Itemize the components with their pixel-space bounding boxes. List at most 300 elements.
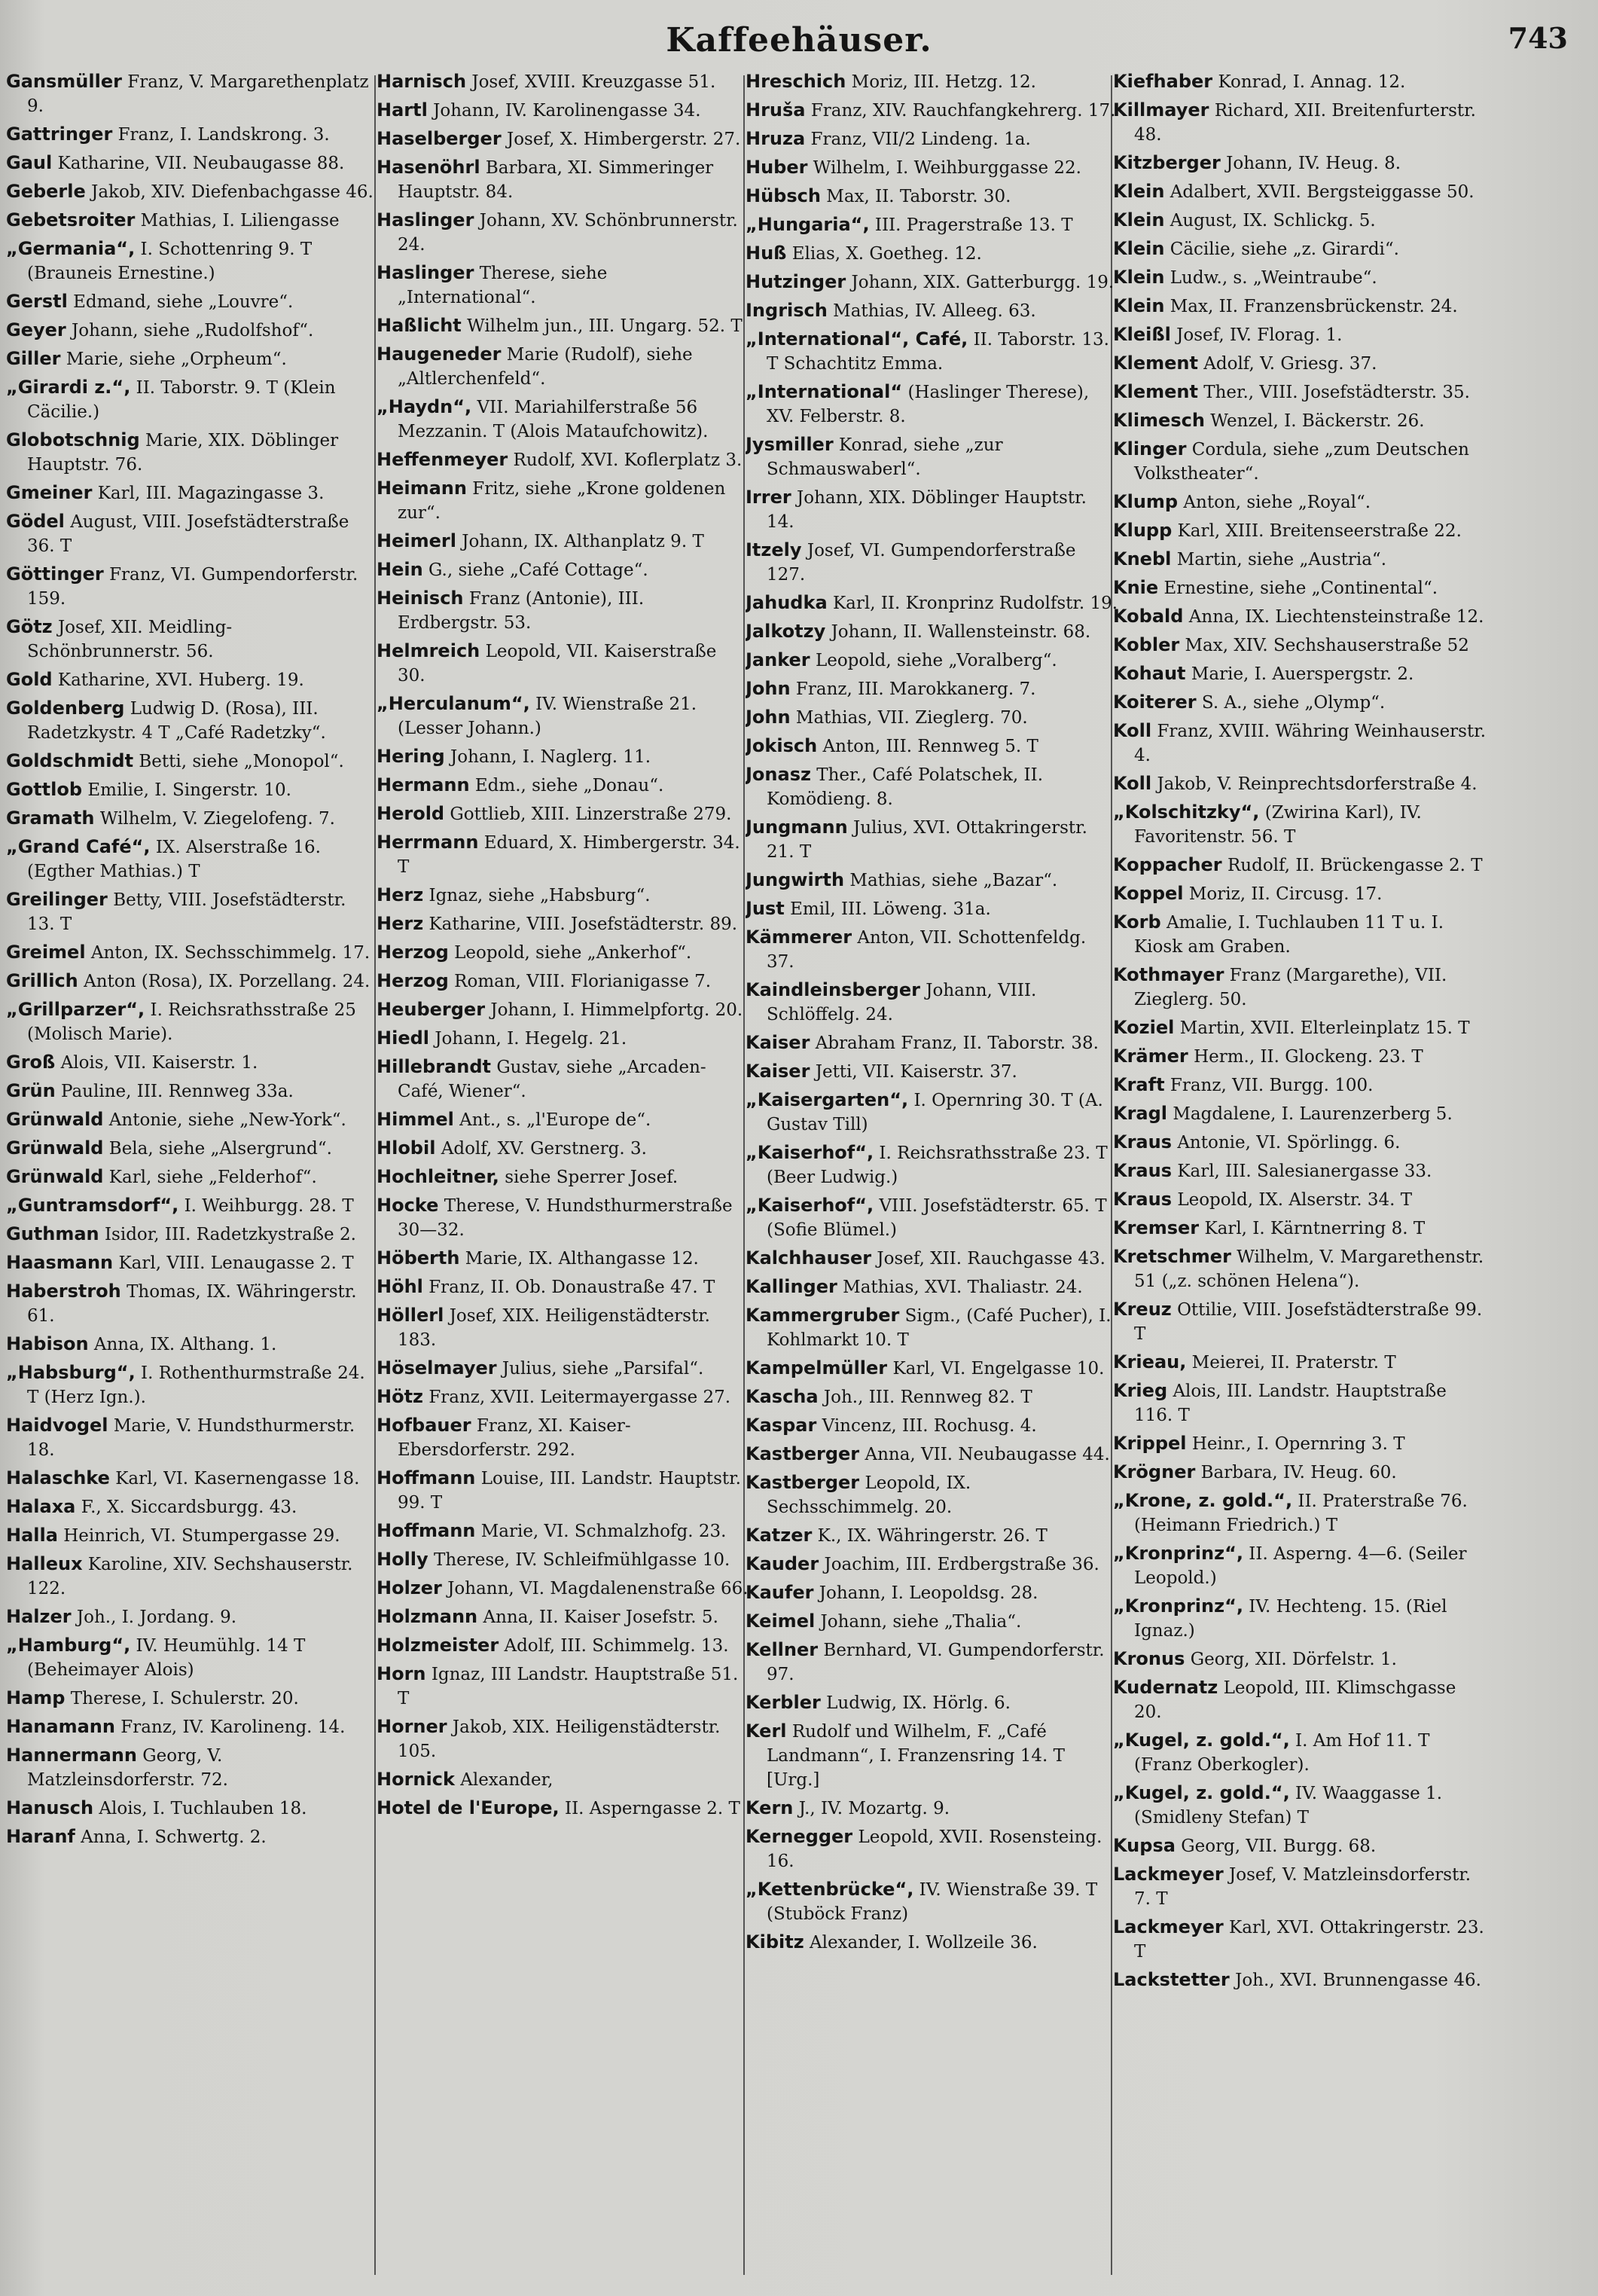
entry-details: Franz, V. Margarethenplatz 9.: [27, 72, 369, 116]
entry-details: Amalie, I. Tuchlauben 11 T u. I. Kiosk am Graben.: [1134, 913, 1444, 957]
entry-details: Franz, IV. Karolineng. 14.: [120, 1717, 346, 1737]
entry-name: Krieg: [1113, 1380, 1168, 1401]
directory-entry: [1113, 1216, 1486, 1241]
entry-name: Halzer: [6, 1606, 72, 1627]
entry-name: „Guntramsdorf“,: [6, 1195, 179, 1216]
directory-entry: [1113, 1594, 1486, 1643]
entry-details: Josef, XII. Rauchgasse 43.: [877, 1249, 1105, 1269]
entry-name: Herold: [377, 803, 445, 824]
entry-name: Groß: [6, 1052, 56, 1073]
entry-details: Johann, IV. Karolinengasse 34.: [433, 101, 701, 121]
entry-details: Heinrich, VI. Stumpergasse 29.: [63, 1526, 340, 1546]
entry-name: „Kugel, z. gold.“,: [1113, 1730, 1290, 1751]
entry-name: Krieau,: [1113, 1351, 1187, 1372]
directory-entry: [377, 1576, 749, 1601]
entry-name: Kascha: [746, 1386, 819, 1407]
directory-entry: [6, 1796, 379, 1821]
entry-name: Holzmeister: [377, 1635, 499, 1656]
entry-name: „Germania“,: [6, 238, 136, 259]
entry-details: Josef, V. Matzleinsdorferstr. 7. T: [1134, 1865, 1471, 1909]
directory-entry: [746, 1930, 1118, 1955]
entry-details: Antonie, VI. Spörlingg. 6.: [1177, 1133, 1401, 1153]
entry-details: Katharine, VII. Neubaugasse 88.: [57, 154, 345, 173]
entry-details: Marie, XIX. Döblinger Hauptstr. 76.: [27, 431, 339, 475]
entry-name: Lackmeyer: [1113, 1916, 1224, 1937]
directory-entry: [377, 1303, 749, 1352]
directory-entry: [6, 1279, 379, 1328]
directory-entry: [746, 619, 1118, 644]
directory-entry: [6, 69, 379, 118]
entry-details: Karl, III. Salesianergasse 33.: [1177, 1162, 1432, 1181]
directory-entry: [6, 1824, 379, 1849]
entry-name: Koll: [1113, 720, 1152, 741]
entry-details: Karl, I. Kärntnerring 8. T: [1204, 1219, 1426, 1238]
entry-name: Giller: [6, 348, 61, 369]
page-number: 743: [1508, 21, 1568, 55]
entry-details: Marie, I. Auerspergstr. 2.: [1191, 664, 1414, 684]
directory-entry: [1113, 1781, 1486, 1830]
entry-details: Leopold, siehe „Voralberg“.: [815, 651, 1057, 670]
directory-entry: [377, 692, 749, 740]
entry-details: Leopold, VII. Kaiserstraße 30.: [398, 642, 717, 685]
directory-entry: [1113, 1431, 1486, 1456]
directory-entry: [746, 896, 1118, 921]
directory-entry: [1113, 408, 1486, 433]
directory-entry: [377, 313, 749, 338]
directory-entry: [377, 69, 749, 94]
entry-details: Rudolf, XVI. Koflerplatz 3.: [513, 450, 743, 470]
entry-name: Kerbler: [746, 1692, 821, 1713]
directory-column-1: [6, 69, 379, 2284]
directory-entry: [1113, 910, 1486, 959]
directory-entry: [746, 184, 1118, 209]
directory-entry: [746, 327, 1118, 376]
directory-entry: [6, 777, 379, 802]
entry-details: VII. Mariahilferstraße 56 Mezzanin. T (Alois Mataufchowitz).: [398, 398, 709, 441]
entry-details: Johann, I. Himmelpfortg. 20.: [490, 1000, 743, 1020]
entry-details: Marie, IX. Althangasse 12.: [465, 1249, 699, 1269]
entry-details: Katharine, XVI. Huberg. 19.: [57, 670, 304, 690]
entry-details: Johann, XV. Schönbrunnerstr. 24.: [398, 211, 738, 255]
entry-details: Anna, II. Kaiser Josefstr. 5.: [483, 1608, 718, 1627]
directory-entry: [746, 1796, 1118, 1821]
entry-details: Vincenz, III. Rochusg. 4.: [822, 1416, 1037, 1436]
entry-name: Killmayer: [1113, 99, 1209, 121]
entry-name: Klein: [1113, 209, 1165, 231]
entry-name: Gansmüller: [6, 71, 122, 92]
directory-entry: [1113, 1541, 1486, 1590]
directory-entry: [1113, 853, 1486, 878]
entry-name: Gerstl: [6, 291, 68, 312]
entry-name: Halaschke: [6, 1467, 110, 1488]
directory-entry: [746, 538, 1118, 587]
entry-name: Kibitz: [746, 1931, 804, 1953]
entry-name: „Kaisergarten“,: [746, 1089, 909, 1110]
entry-details: Ther., VIII. Josefstädterstr. 35.: [1203, 383, 1470, 402]
directory-entry: [746, 155, 1118, 180]
entry-details: Karl, XIII. Breitenseerstraße 22.: [1177, 521, 1462, 541]
directory-entry: [1113, 1244, 1486, 1293]
entry-details: Anna, IX. Althang. 1.: [93, 1335, 277, 1354]
entry-name: Heinisch: [377, 588, 464, 609]
entry-name: Kremser: [1113, 1217, 1200, 1238]
entry-name: Janker: [746, 649, 810, 670]
entry-details: Mathias, XVI. Thaliastr. 24.: [843, 1278, 1083, 1297]
entry-name: Kraus: [1113, 1189, 1172, 1210]
directory-entry: [746, 1059, 1118, 1084]
directory-entry: [6, 1360, 379, 1409]
entry-details: Pauline, III. Rennweg 33a.: [61, 1082, 294, 1101]
entry-name: Kreuz: [1113, 1299, 1172, 1320]
entry-details: Karoline, XIV. Sechshauserstr. 122.: [27, 1555, 353, 1598]
directory-entry: [1113, 1968, 1486, 1992]
directory-entry: [377, 1547, 749, 1572]
entry-name: Kauder: [746, 1553, 819, 1574]
page-header: [0, 14, 1598, 74]
entry-details: Leopold, XVII. Rosensteing. 16.: [767, 1827, 1102, 1871]
entry-details: Rudolf und Wilhelm, F. „Café Landmann“, I. Franzensring 14. T [Urg.]: [767, 1722, 1066, 1790]
entry-name: Geberle: [6, 181, 86, 202]
directory-entry: [377, 155, 749, 204]
directory-entry: [746, 298, 1118, 323]
entry-name: Krämer: [1113, 1046, 1188, 1067]
directory-entry: [6, 997, 379, 1046]
entry-name: Höberth: [377, 1247, 460, 1269]
directory-entry: [377, 208, 749, 257]
directory-entry: [377, 1356, 749, 1381]
entry-details: S. A., siehe „Olymp“.: [1201, 693, 1386, 713]
entry-name: Kleißl: [1113, 324, 1171, 345]
entry-details: Edmand, siehe „Louvre“.: [73, 292, 294, 312]
entry-details: Jakob, XIX. Heiligenstädterstr. 105.: [398, 1717, 721, 1761]
directory-entry: [6, 562, 379, 611]
entry-name: „Kronprinz“,: [1113, 1543, 1243, 1564]
directory-entry: [6, 1050, 379, 1075]
directory-entry: [746, 705, 1118, 730]
directory-entry: [746, 1442, 1118, 1467]
directory-entry: [6, 1466, 379, 1491]
entry-details: I. Weihburgg. 28. T: [184, 1196, 354, 1216]
entry-name: Koziel: [1113, 1017, 1175, 1038]
directory-entry: [377, 1413, 749, 1462]
entry-details: Antonie, siehe „New-York“.: [108, 1110, 346, 1130]
entry-name: Höllerl: [377, 1305, 444, 1326]
directory-entry: [377, 773, 749, 798]
entry-details: Georg, XII. Dörfelstr. 1.: [1190, 1650, 1397, 1669]
entry-name: Grünwald: [6, 1166, 104, 1187]
entry-details: Therese, V. Hundsthurmerstraße 30—32.: [398, 1196, 733, 1240]
directory-entry: [746, 1719, 1118, 1792]
entry-details: Rudolf, II. Brückengasse 2. T: [1227, 856, 1483, 875]
entry-details: Franz, XIV. Rauchfangkehrerg. 17.: [810, 101, 1116, 121]
entry-name: Hiedl: [377, 1027, 429, 1049]
directory-entry: [377, 557, 749, 582]
directory-entry: [746, 1470, 1118, 1519]
entry-name: „Kaiserhof“,: [746, 1195, 874, 1216]
entry-details: Leopold, siehe „Ankerhof“.: [454, 943, 692, 963]
entry-name: Grün: [6, 1080, 56, 1101]
directory-entry: [6, 806, 379, 831]
directory-entry: [6, 1222, 379, 1247]
directory-entry: [1113, 1015, 1486, 1040]
entry-details: Martin, XVII. Elterleinplatz 15. T: [1179, 1018, 1470, 1038]
entry-name: „Kettenbrücke“,: [746, 1879, 914, 1900]
directory-entry: [1113, 179, 1486, 204]
entry-name: Gattringer: [6, 124, 113, 145]
entry-details: Joh., XVI. Brunnengasse 46.: [1235, 1971, 1481, 1990]
entry-details: Konrad, I. Annag. 12.: [1218, 72, 1406, 92]
entry-details: Leopold, IX. Alserstr. 34. T: [1177, 1190, 1413, 1210]
entry-details: II. Asperng. 4—6. (Seiler Leopold.): [1134, 1544, 1467, 1588]
directory-entry: [1113, 1915, 1486, 1964]
directory-entry: [746, 69, 1118, 94]
entry-name: Goldenberg: [6, 698, 125, 719]
directory-entry: [6, 347, 379, 371]
directory-entry: [377, 342, 749, 391]
entry-name: John: [746, 707, 791, 728]
entry-name: Koll: [1113, 773, 1152, 794]
directory-entry: [746, 1824, 1118, 1873]
entry-name: Jalkotzy: [746, 621, 826, 642]
entry-name: Klinger: [1113, 438, 1187, 460]
directory-entry: [377, 1767, 749, 1792]
directory-entry: [1113, 1073, 1486, 1098]
entry-name: Klein: [1113, 181, 1165, 202]
entry-name: Höhl: [377, 1276, 423, 1297]
directory-entry: [746, 127, 1118, 151]
directory-entry: [1113, 237, 1486, 261]
entry-name: Kiefhaber: [1113, 71, 1213, 92]
directory-entry: [746, 212, 1118, 237]
entry-details: Johann, I. Leopoldsg. 28.: [819, 1583, 1038, 1603]
directory-entry: [1113, 294, 1486, 319]
running-title: Kaffeehäuser.: [666, 21, 932, 60]
entry-details: Moriz, II. Circusg. 17.: [1188, 884, 1383, 904]
entry-details: Wilhelm, V. Ziegelofeng. 7.: [99, 809, 335, 829]
entry-details: (Zwirina Karl), IV. Favoritenstr. 56. T: [1134, 803, 1422, 847]
entry-details: Karl, VIII. Lenaugasse 2. T: [118, 1253, 354, 1273]
entry-name: Kragl: [1113, 1103, 1168, 1124]
entry-name: Haasmann: [6, 1252, 114, 1273]
entry-details: siehe Sperrer Josef.: [505, 1168, 679, 1187]
entry-details: August, IX. Schlickg. 5.: [1170, 211, 1376, 231]
entry-details: II. Taborstr. 13. T Schachtitz Emma.: [767, 330, 1109, 374]
entry-details: Josef, VI. Gumpendorferstraße 127.: [767, 541, 1076, 585]
entry-details: Anna, I. Schwertg. 2.: [81, 1827, 267, 1847]
entry-details: I. Am Hof 11. T (Franz Oberkogler).: [1134, 1731, 1430, 1775]
entry-name: „Grand Café“,: [6, 836, 151, 857]
entry-name: Kohaut: [1113, 663, 1186, 684]
entry-name: Heimann: [377, 478, 467, 499]
entry-name: Haslinger: [377, 209, 474, 231]
entry-name: Hasenöhrl: [377, 157, 480, 178]
entry-details: Franz, II. Ob. Donaustraße 47. T: [428, 1278, 715, 1297]
entry-details: Ludwig, IX. Hörlg. 6.: [826, 1693, 1011, 1713]
entry-details: Franz, XVII. Leitermayergasse 27.: [428, 1388, 731, 1407]
entry-name: Kastberger: [746, 1472, 860, 1493]
entry-details: K., IX. Währingerstr. 26. T: [817, 1526, 1048, 1546]
directory-entry: [746, 591, 1118, 615]
entry-name: „Habsburg“,: [6, 1362, 136, 1383]
entry-name: Koppacher: [1113, 854, 1222, 875]
entry-details: Wilhelm, V. Margarethenstr. 51 („z. schönen Helena“).: [1134, 1247, 1484, 1291]
entry-name: Greilinger: [6, 889, 108, 910]
entry-details: Josef, XVIII. Kreuzgasse 51.: [471, 72, 716, 92]
entry-details: I. Opernring 30. T (A. Gustav Till): [767, 1091, 1103, 1134]
entry-name: Just: [746, 898, 785, 919]
entry-details: IV. Wienstraße 39. T (Stuböck Franz): [767, 1880, 1098, 1924]
entry-name: Hoffmann: [377, 1520, 476, 1541]
directory-entry: [1113, 1350, 1486, 1375]
directory-entry: [377, 997, 749, 1022]
entry-name: Klein: [1113, 295, 1165, 316]
entry-name: John: [746, 678, 791, 699]
entry-details: Anton, III. Rennweg 5. T: [822, 737, 1038, 756]
directory-entry: [6, 1250, 379, 1275]
entry-name: Haberstroh: [6, 1281, 121, 1302]
entry-details: Ant., s. „l'Europe de“.: [459, 1110, 651, 1130]
entry-name: Irrer: [746, 487, 791, 508]
entry-details: Bela, siehe „Alsergrund“.: [108, 1139, 332, 1159]
entry-details: III. Pragerstraße 13. T: [874, 215, 1073, 235]
entry-details: Katharine, VIII. Josefstädterstr. 89.: [428, 914, 738, 934]
entry-name: Kitzberger: [1113, 152, 1221, 173]
entry-name: Götz: [6, 616, 53, 637]
entry-name: Koppel: [1113, 883, 1184, 904]
directory-entry: [377, 1519, 749, 1543]
directory-entry: [377, 586, 749, 635]
directory-entry: [746, 432, 1118, 481]
directory-entry: [377, 1055, 749, 1104]
entry-details: Wilhelm jun., III. Ungarg. 52. T: [467, 316, 743, 336]
directory-entry: [6, 428, 379, 477]
directory-entry: [377, 1026, 749, 1051]
entry-name: Itzely: [746, 539, 802, 560]
directory-entry: [1113, 98, 1486, 147]
entry-details: Jakob, V. Reinprechtsdorferstraße 4.: [1157, 774, 1478, 794]
entry-details: Franz, XVIII. Währing Weinhauserstr. 4.: [1134, 722, 1486, 765]
directory-column-4: [1113, 69, 1486, 2284]
entry-details: Adolf, V. Griesg. 37.: [1203, 354, 1377, 374]
directory-entry: [6, 1495, 379, 1519]
entry-name: „International“, Café,: [746, 328, 968, 350]
directory-entry: [1113, 881, 1486, 906]
entry-name: Kaiser: [746, 1032, 810, 1053]
entry-details: Roman, VIII. Florianigasse 7.: [454, 972, 712, 991]
entry-details: Emilie, I. Singerstr. 10.: [87, 780, 291, 800]
entry-details: Emil, III. Löweng. 31a.: [790, 899, 991, 919]
directory-entry: [746, 868, 1118, 893]
entry-name: Horner: [377, 1716, 447, 1737]
entry-name: Holly: [377, 1549, 428, 1570]
entry-name: Huber: [746, 157, 808, 178]
directory-entry: [6, 887, 379, 936]
entry-details: August, VIII. Josefstädterstraße 36. T: [27, 512, 349, 556]
entry-details: Anton, VII. Schottenfeldg. 37.: [767, 928, 1087, 972]
directory-entry: [6, 1604, 379, 1629]
directory-entry: [1113, 1833, 1486, 1858]
entry-details: II. Praterstraße 76. (Heimann Friedrich.) T: [1134, 1491, 1468, 1535]
entry-details: Karl, VI. Kasernengasse 18.: [115, 1469, 360, 1488]
entry-details: Johann, VIII. Schlöffelg. 24.: [767, 981, 1037, 1024]
entry-details: IV. Hechteng. 15. (Riel Ignaz.): [1134, 1597, 1447, 1641]
entry-name: Katzer: [746, 1525, 813, 1546]
directory-entry: [6, 1332, 379, 1357]
directory-entry: [746, 1303, 1118, 1352]
entry-details: Marie, V. Hundsthurmerstr. 18.: [27, 1416, 355, 1460]
directory-entry: [746, 1638, 1118, 1687]
entry-details: Louise, III. Landstr. Hauptstr. 99. T: [398, 1469, 741, 1513]
entry-name: Holzer: [377, 1577, 442, 1598]
entry-name: „Kugel, z. gold.“,: [1113, 1782, 1290, 1803]
directory-entry: [746, 1088, 1118, 1137]
directory-entry: [6, 835, 379, 884]
directory-entry: [1113, 963, 1486, 1012]
directory-entry: [377, 529, 749, 554]
entry-details: Karl, VI. Engelgasse 10.: [892, 1359, 1105, 1379]
entry-name: Gramath: [6, 808, 95, 829]
directory-entry: [6, 1413, 379, 1462]
directory-entry: [6, 289, 379, 314]
entry-details: Johann, I. Naglerg. 11.: [450, 747, 651, 767]
entry-name: Jysmiller: [746, 434, 834, 455]
directory-entry: [377, 639, 749, 688]
entry-details: Franz, XI. Kaiser-Ebersdorferstr. 292.: [398, 1416, 631, 1460]
entry-name: Grillich: [6, 970, 78, 991]
directory-entry: [1113, 1647, 1486, 1672]
directory-entry: [746, 380, 1118, 429]
entry-details: Marie, VI. Schmalzhofg. 23.: [480, 1522, 727, 1541]
entry-name: Gebetsroiter: [6, 209, 136, 231]
entry-details: Franz (Margarethe), VII. Zieglerg. 50.: [1134, 966, 1447, 1009]
entry-name: Lackstetter: [1113, 1969, 1230, 1990]
entry-name: Hreschich: [746, 71, 846, 92]
entry-name: Kothmayer: [1113, 964, 1224, 985]
entry-details: I. Reichsrathsstraße 25 (Molisch Marie).: [27, 1000, 356, 1044]
directory-entry: [1113, 547, 1486, 572]
entry-name: Huß: [746, 243, 787, 264]
directory-entry: [377, 1796, 749, 1821]
entry-details: IX. Alserstraße 16. (Egther Mathias.) T: [27, 838, 321, 881]
entry-name: Hocke: [377, 1195, 439, 1216]
entry-details: I. Rothenthurmstraße 24. T (Herz Ign.).: [27, 1363, 365, 1407]
entry-name: Herzog: [377, 970, 449, 991]
directory-entry: [1113, 690, 1486, 715]
entry-name: Kaufer: [746, 1582, 814, 1603]
entry-details: Julius, XVI. Ottakringerstr. 21. T: [767, 818, 1087, 862]
entry-details: Adolf, XV. Gerstnerg. 3.: [441, 1139, 647, 1159]
directory-entry: [377, 395, 749, 444]
entry-details: Konrad, siehe „zur Schmauswaberl“.: [767, 435, 1003, 479]
directory-entry: [746, 1246, 1118, 1271]
entry-name: Kaindleinsberger: [746, 979, 920, 1000]
entry-details: Max, II. Franzensbrückenstr. 24.: [1170, 297, 1458, 316]
entry-name: Hochleitner,: [377, 1166, 499, 1187]
entry-details: Johann, II. Wallensteinstr. 68.: [831, 622, 1091, 642]
directory-entry: [746, 925, 1118, 974]
entry-name: Kraft: [1113, 1074, 1165, 1095]
entry-details: Ignaz, siehe „Habsburg“.: [428, 886, 651, 905]
entry-name: Heffenmeyer: [377, 449, 508, 470]
entry-details: Moriz, III. Hetzg. 12.: [851, 72, 1036, 92]
entry-name: Kaspar: [746, 1415, 817, 1436]
entry-details: Alexander,: [460, 1770, 554, 1790]
directory-entry: [746, 1413, 1118, 1438]
entry-name: „Grillparzer“,: [6, 999, 145, 1020]
directory-entry: [377, 1246, 749, 1271]
directory-entry: [6, 151, 379, 176]
entry-details: Martin, siehe „Austria“.: [1176, 550, 1387, 569]
